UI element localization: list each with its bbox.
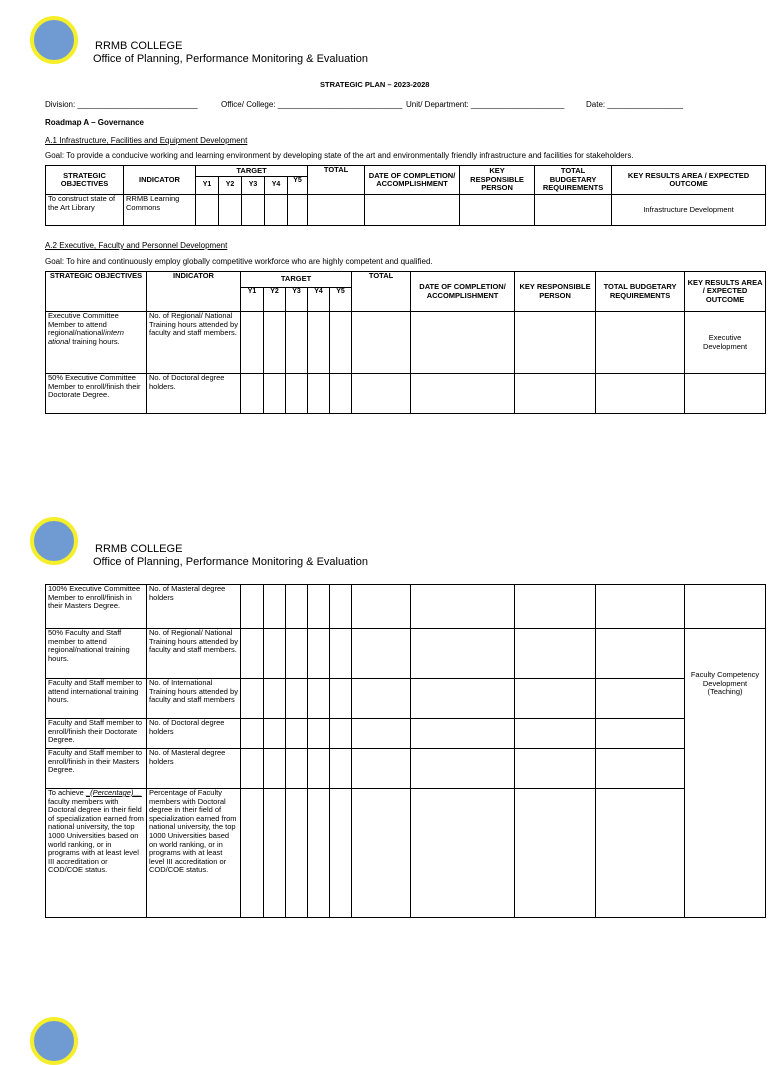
objective-cell: Faculty and Staff member to enroll/finish in their Masters Degree. bbox=[46, 749, 147, 789]
objective-cell: Faculty and Staff member to enroll/finish their Doctorate Degree. bbox=[46, 719, 147, 749]
roadmap-heading: Roadmap A – Governance bbox=[45, 118, 144, 127]
table-row bbox=[46, 629, 766, 679]
header-target: TARGET bbox=[241, 272, 352, 288]
objective-cell: To achieve _(Percentage)__ faculty members with Doctoral degree in their field of specialization earned from national university, the top 1000 Universities based on world ranking, or in programs with at least level III accreditation or COD/COE status. bbox=[46, 789, 147, 918]
outcome-cell: Faculty Competency Development (Teaching) bbox=[685, 629, 766, 918]
objective-cell: Executive Committee Member to attend regional/national/intern ational training hours. bbox=[46, 312, 147, 374]
division-field: Division: ___________________________ bbox=[45, 100, 198, 109]
unit-department-field: Unit/ Department: _____________________ bbox=[406, 100, 565, 109]
header-y5: Y5 bbox=[288, 177, 308, 195]
table-row bbox=[46, 585, 766, 629]
header-y2: Y2 bbox=[264, 288, 286, 312]
table-row bbox=[46, 679, 766, 719]
header-y2: Y2 bbox=[219, 177, 242, 195]
objective-cell: To construct state of the Art Library bbox=[46, 195, 124, 226]
header-date-completion: DATE OF COMPLETION/ ACCOMPLISHMENT bbox=[411, 272, 515, 312]
header-indicator: INDICATOR bbox=[124, 166, 196, 195]
indicator-cell: No. of Masteral degree holders bbox=[147, 749, 241, 789]
table-row bbox=[46, 719, 766, 749]
table-row bbox=[46, 789, 766, 918]
header-y1: Y1 bbox=[196, 177, 219, 195]
header-key-results: KEY RESULTS AREA / EXPECTED OUTCOME bbox=[612, 166, 766, 195]
outcome-cell: Executive Development bbox=[685, 312, 766, 374]
header-y4: Y4 bbox=[265, 177, 288, 195]
header-target: TARGET bbox=[196, 166, 308, 177]
college-logo bbox=[30, 16, 78, 64]
header-total: TOTAL bbox=[352, 272, 411, 312]
indicator-cell: No. of International Training hours attended by faculty and staff members bbox=[147, 679, 241, 719]
header-budget: TOTAL BUDGETARY REQUIREMENTS bbox=[535, 166, 612, 195]
header-date-completion: DATE OF COMPLETION/ ACCOMPLISHMENT bbox=[365, 166, 460, 195]
table-row bbox=[46, 195, 766, 226]
college-name: RRMB COLLEGE bbox=[95, 543, 183, 555]
a1-heading: A.1 Infrastructure, Facilities and Equipment Development bbox=[45, 136, 248, 145]
header-key-person: KEY RESPONSIBLE PERSON bbox=[460, 166, 535, 195]
office-college-field: Office/ College: ____________________________ bbox=[221, 100, 403, 109]
indicator-cell: No. of Doctoral degree holders bbox=[147, 719, 241, 749]
header-y4: Y4 bbox=[308, 288, 330, 312]
college-name: RRMB COLLEGE bbox=[95, 40, 183, 52]
header-y3: Y3 bbox=[286, 288, 308, 312]
objective-cell: 50% Faculty and Staff member to attend regional/national training hours. bbox=[46, 629, 147, 679]
a2-goal: Goal: To hire and continuously employ globally competitive workforce who are highly competent and qualified. bbox=[45, 257, 433, 266]
header-key-results: KEY RESULTS AREA / EXPECTED OUTCOME bbox=[685, 272, 766, 312]
indicator-cell: No. of Regional/ National Training hours attended by faculty and staff members. bbox=[147, 629, 241, 679]
header-key-person: KEY RESPONSIBLE PERSON bbox=[515, 272, 596, 312]
college-logo bbox=[30, 517, 78, 565]
objective-cell: 100% Executive Committee Member to enroll/finish in their Masters Degree. bbox=[46, 585, 147, 629]
objective-cell: Faculty and Staff member to attend international training hours. bbox=[46, 679, 147, 719]
header-indicator: INDICATOR bbox=[147, 272, 241, 312]
a2-heading: A.2 Executive, Faculty and Personnel Development bbox=[45, 241, 228, 250]
indicator-cell: RRMB Learning Commons bbox=[124, 195, 196, 226]
table-row bbox=[46, 312, 766, 374]
objective-cell: 50% Executive Committee Member to enroll/finish their Doctorate Degree. bbox=[46, 374, 147, 414]
header-total: TOTAL bbox=[308, 166, 365, 195]
indicator-cell: No. of Doctoral degree holders. bbox=[147, 374, 241, 414]
header-strategic-objectives: STRATEGIC OBJECTIVES bbox=[46, 272, 147, 312]
indicator-cell: No. of Regional/ National Training hours attended by faculty and staff members. bbox=[147, 312, 241, 374]
header-budget: TOTAL BUDGETARY REQUIREMENTS bbox=[596, 272, 685, 312]
indicator-cell: Percentage of Faculty members with Doctoral degree in their field of specialization earned from national university, the top 1000 Universities based on world ranking, or in programs with at least level III accreditation or COD/COE status. bbox=[147, 789, 241, 918]
a1-goal: Goal: To provide a conducive working and learning environment by developing state of the art and environmentally friendly infrastructure and facilities for stakeholders. bbox=[45, 151, 634, 160]
office-name: Office of Planning, Performance Monitoring & Evaluation bbox=[93, 53, 368, 65]
header-y1: Y1 bbox=[241, 288, 264, 312]
strategic-table-a1 bbox=[45, 165, 766, 226]
table-row bbox=[46, 749, 766, 789]
outcome-cell: Infrastructure Development bbox=[612, 195, 766, 226]
indicator-cell: No. of Masteral degree holders bbox=[147, 585, 241, 629]
office-name: Office of Planning, Performance Monitoring & Evaluation bbox=[93, 556, 368, 568]
strategic-table-a2-continued bbox=[45, 584, 766, 918]
header-y5: Y5 bbox=[330, 288, 352, 312]
header-strategic-objectives: STRATEGIC OBJECTIVES bbox=[46, 166, 124, 195]
table-row bbox=[46, 374, 766, 414]
strategic-table-a2 bbox=[45, 271, 766, 414]
plan-title: STRATEGIC PLAN – 2023-2028 bbox=[320, 80, 430, 89]
header-y3: Y3 bbox=[242, 177, 265, 195]
date-field: Date: _________________ bbox=[586, 100, 683, 109]
college-logo bbox=[30, 1017, 78, 1065]
